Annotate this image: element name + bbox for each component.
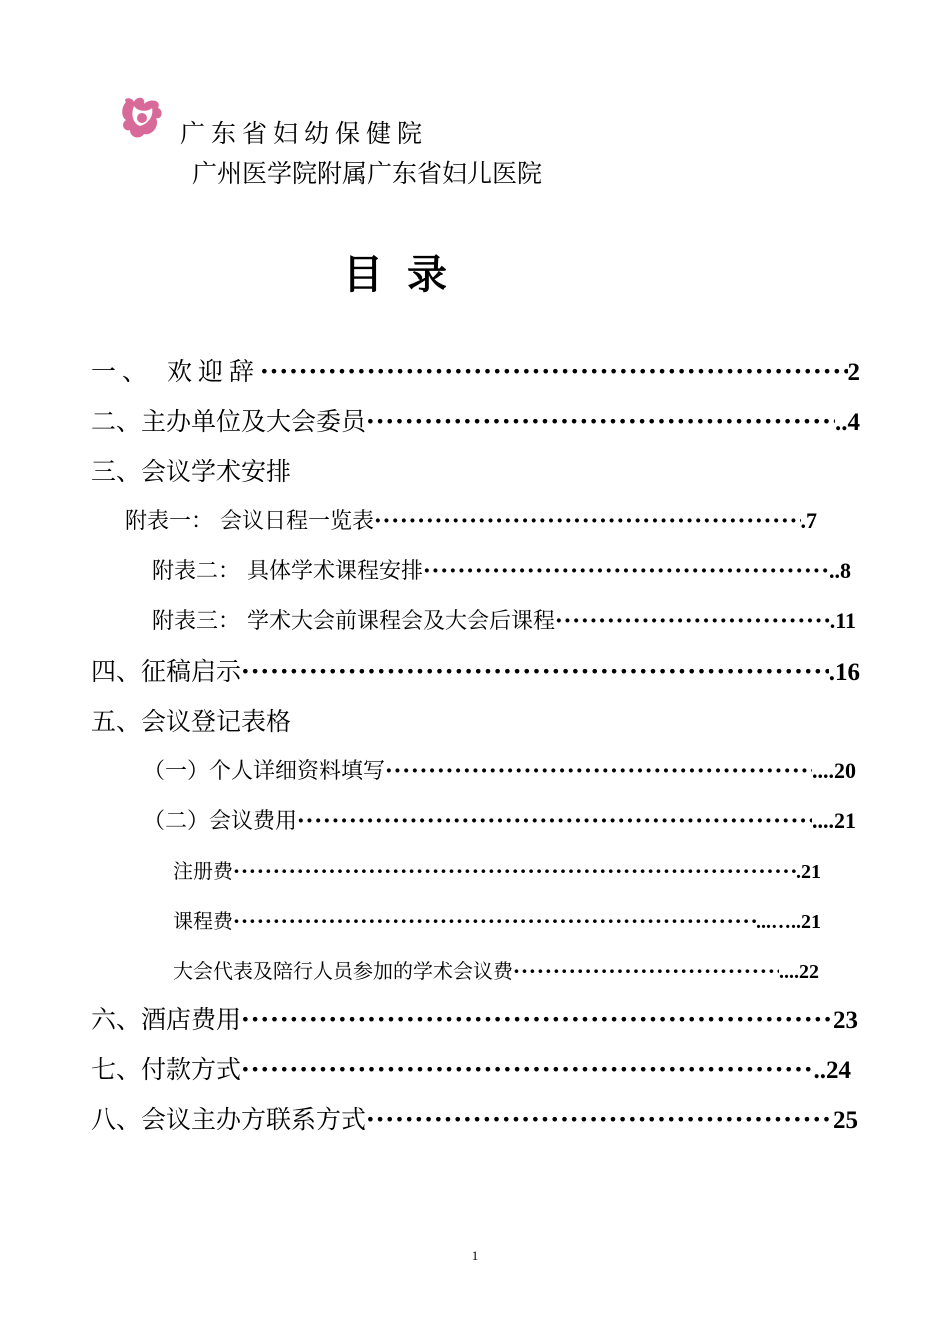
toc-page: ...…..21 — [756, 911, 821, 933]
toc-label: 三、会议学术安排 — [91, 457, 292, 486]
toc-page: ....20 — [812, 758, 856, 783]
toc-leader — [241, 657, 829, 686]
toc-leader — [366, 407, 835, 436]
toc-page: .11 — [829, 608, 856, 633]
toc-label: 四、征稿启示 — [91, 657, 242, 686]
toc-page: .16 — [828, 659, 860, 686]
toc-entry — [91, 402, 860, 438]
toc-page: ..8 — [829, 558, 851, 583]
toc-entry — [152, 554, 851, 585]
toc-entry — [91, 352, 860, 388]
toc-label: 五、会议登记表格 — [91, 707, 292, 736]
hospital-logo — [118, 96, 168, 142]
toc-page: ....22 — [779, 961, 819, 983]
toc-page: ..4 — [835, 409, 860, 436]
toc-leader — [385, 758, 812, 784]
toc-label: 大会代表及陪行人员参加的学术会议费 — [173, 959, 513, 983]
toc-entry — [91, 1100, 858, 1136]
toc-label: 注册费 — [173, 859, 233, 883]
toc-leader — [513, 959, 779, 983]
page-number: 1 — [471, 1248, 479, 1263]
org-name-secondary: 广州医学院附属广东省妇儿医院 — [192, 159, 543, 188]
toc-leader — [241, 1055, 813, 1084]
toc-leader — [260, 357, 848, 386]
toc-label: 课程费 — [173, 909, 233, 933]
toc-page: 25 — [833, 1107, 858, 1134]
toc-page: .7 — [800, 508, 817, 533]
toc-label: （二）会议费用 — [143, 809, 298, 834]
toc-leader — [233, 909, 756, 933]
toc-entry — [91, 702, 860, 738]
toc-label: 八、会议主办方联系方式 — [91, 1105, 367, 1134]
toc-label: 附表三： 学术大会前课程会及大会后课程 — [152, 609, 555, 634]
toc-entry — [143, 804, 856, 835]
toc-entry — [91, 1000, 858, 1036]
toc-entry — [173, 855, 821, 884]
toc-entry — [125, 504, 817, 535]
toc-leader — [374, 508, 801, 534]
toc-page: 23 — [833, 1007, 858, 1034]
toc-label: 七、付款方式 — [91, 1055, 242, 1084]
toc-label: 六、酒店费用 — [91, 1005, 242, 1034]
toc-page: ..24 — [813, 1057, 851, 1084]
toc-leader — [555, 608, 830, 634]
toc-leader — [297, 808, 812, 834]
toc-entry — [152, 604, 856, 635]
toc-label: 二、主办单位及大会委员 — [91, 407, 367, 436]
toc-leader — [423, 558, 829, 584]
toc-entry — [173, 955, 819, 984]
toc-label: （一）个人详细资料填写 — [143, 759, 386, 784]
toc-label: 附表二： 具体学术课程安排 — [152, 559, 423, 584]
toc-entry — [143, 754, 856, 785]
toc-leader — [366, 1105, 833, 1134]
toc-entry — [91, 452, 860, 488]
toc-leader — [233, 859, 796, 883]
toc-label: 附表一： 会议日程一览表 — [125, 509, 374, 534]
page-title: 目录 — [343, 251, 471, 298]
toc-label: 一、 欢迎辞 — [91, 357, 260, 386]
toc-entry — [173, 905, 821, 934]
org-name-primary: 广东省妇幼保健院 — [180, 119, 429, 148]
toc-page: 2 — [847, 359, 860, 386]
toc-entry — [91, 1050, 851, 1086]
toc-entry — [91, 652, 860, 688]
toc-page: ....21 — [812, 808, 856, 833]
toc-leader — [241, 1005, 833, 1034]
toc-page: .21 — [796, 861, 821, 883]
